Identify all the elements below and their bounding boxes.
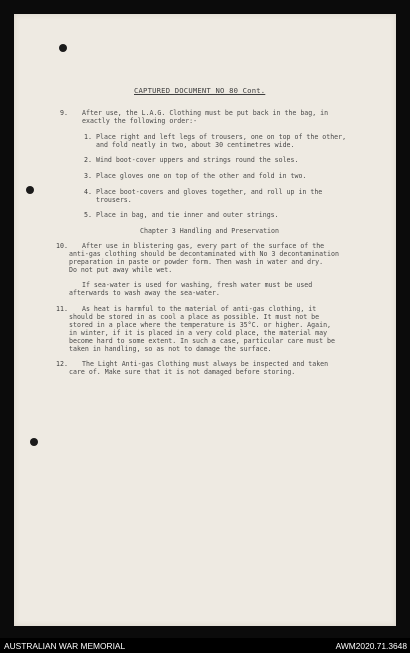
item-9-line: exactly the following order:- (82, 117, 198, 125)
item-10-note-line: If sea-water is used for washing, fresh water must be used (82, 281, 313, 289)
item-12-number: 12. (56, 360, 68, 368)
item-11-line: As heat is harmful to the material of anti-gas clothing, it (82, 305, 317, 313)
item-11-line: become hard to some extent. In such a case, particular care must be (69, 337, 335, 345)
item-11-line: taken in handling, so as not to damage the surface. (69, 345, 272, 353)
item-12-line: care of. Make sure that it is not damaged before storing. (69, 368, 296, 376)
punch-hole-bottom (30, 438, 38, 446)
subitem-2-line: Wind boot-cover uppers and strings round the soles. (96, 156, 299, 164)
subitem-4-line: Place boot-covers and gloves together, and roll up in the (96, 188, 323, 196)
item-9-line: After use, the L.A.G. Clothing must be put back in the bag, in (82, 109, 329, 117)
item-10-line: After use in blistering gas, every part of the surface of the (82, 242, 325, 250)
subitem-5-line: Place in bag, and tie inner and outer strings. (96, 211, 279, 219)
subitem-4-line: trousers. (96, 196, 132, 204)
item-9-number: 9. (60, 109, 68, 117)
subitem-1-number: 1. (84, 133, 92, 141)
item-10-line: anti-gas clothing should be decontaminated with No 3 decontamination (69, 250, 339, 258)
item-11-number: 11. (56, 305, 68, 313)
item-12-line: The Light Anti-gas Clothing must always be inspected and taken (82, 360, 329, 368)
subitem-1-line: and fold neatly in two, about 30 centimetres wide. (96, 141, 295, 149)
document-page (14, 14, 396, 626)
punch-hole-top (59, 44, 67, 52)
punch-hole-middle (26, 186, 34, 194)
archive-name: AUSTRALIAN WAR MEMORIAL (4, 641, 126, 651)
accession-number: AWM2020.71.3648 (335, 641, 407, 651)
subitem-3-number: 3. (84, 172, 92, 180)
item-10-number: 10. (56, 242, 68, 250)
item-11-line: should be stored in as cool a place as possible. It must not be (69, 313, 320, 321)
subitem-5-number: 5. (84, 211, 92, 219)
subitem-2-number: 2. (84, 156, 92, 164)
chapter-heading: Chapter 3 Handling and Preservation (140, 227, 279, 235)
archive-footer-bar (0, 638, 410, 653)
document-title: CAPTURED DOCUMENT NO 80 Cont. (134, 86, 266, 95)
subitem-1-line: Place right and left legs of trousers, one on top of the other, (96, 133, 347, 141)
item-11-line: in winter, if it is placed in a very cold place, the material may (69, 329, 328, 337)
item-10-line: Do not put away while wet. (69, 266, 173, 274)
item-11-line: stored in a place where the temperature is 35°C. or higher. Again, (69, 321, 332, 329)
subitem-4-number: 4. (84, 188, 92, 196)
item-10-line: preparation in paste or powder form. Then wash in water and dry. (69, 258, 324, 266)
subitem-3-line: Place gloves one on top of the other and fold in two. (96, 172, 307, 180)
item-10-note-line: afterwards to wash away the sea-water. (69, 289, 220, 297)
